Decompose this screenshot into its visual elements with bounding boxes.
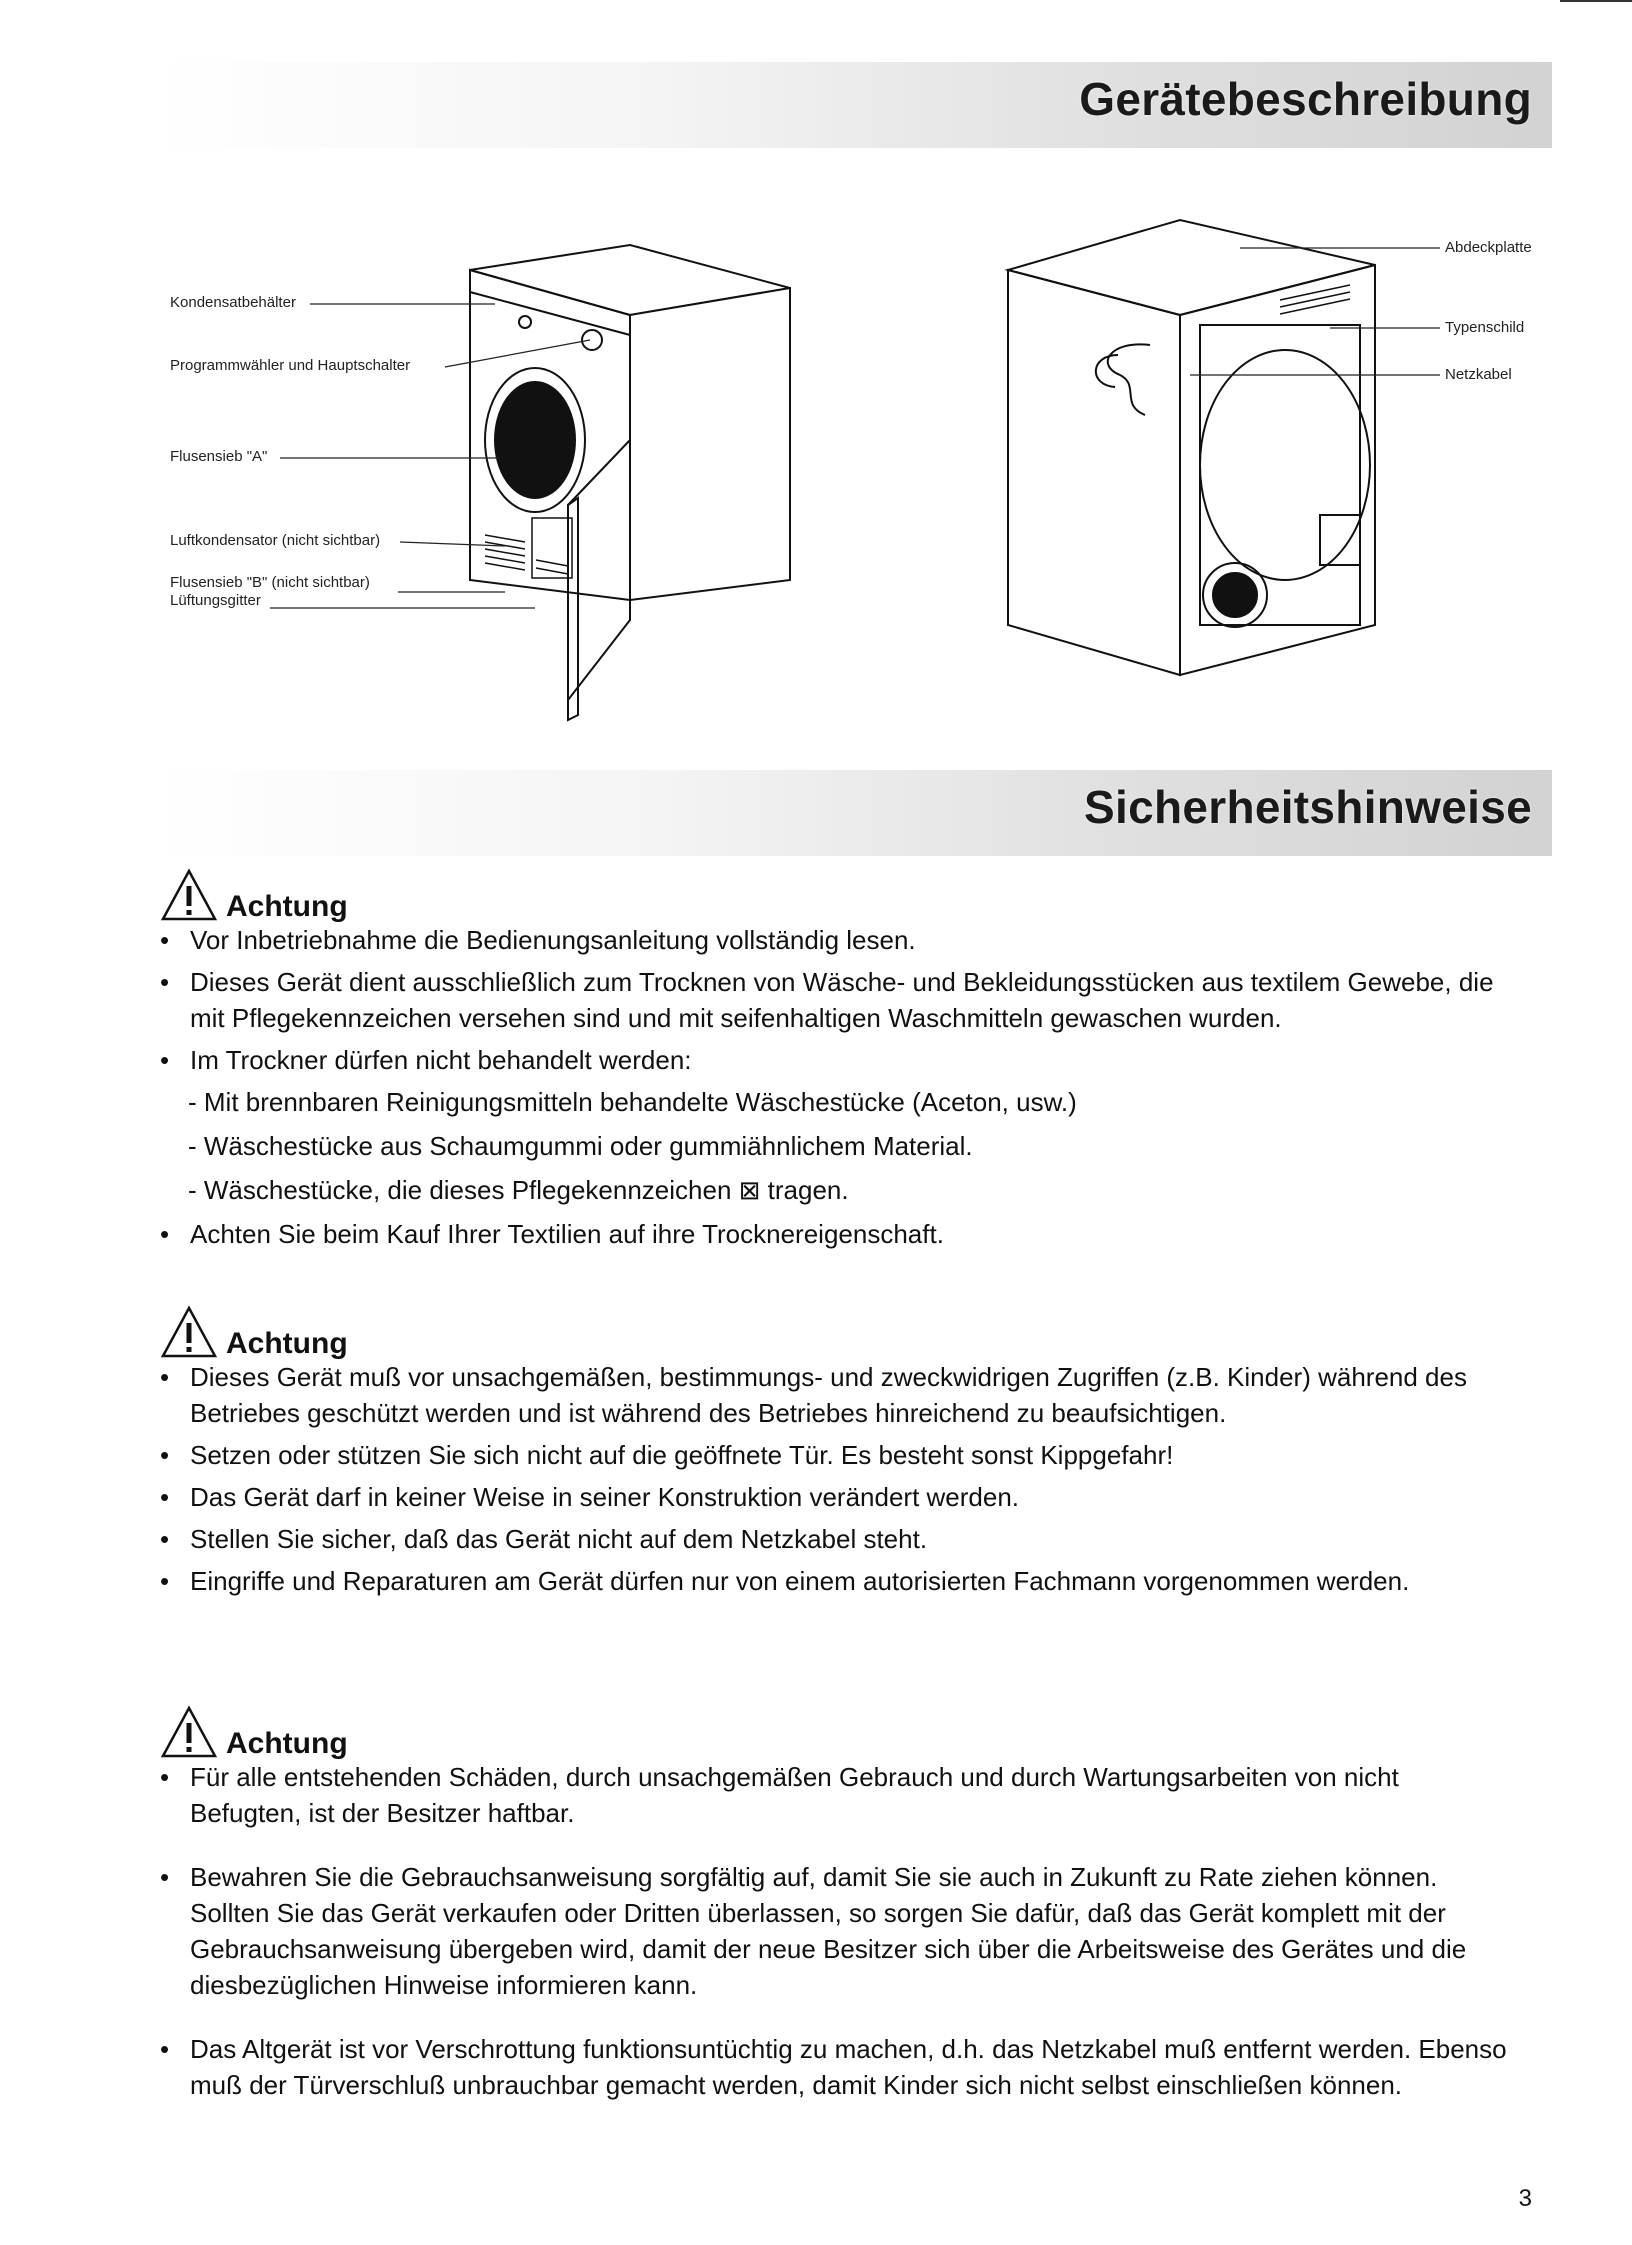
callout-program-selector: Programmwähler und Hauptschalter (170, 357, 411, 374)
list-item: • Dieses Gerät muß vor unsachgemäßen, bestimmungs- und zweckwidrigen Zugriffen (z.B. Kinder) während des Betriebes geschützt werden und ist während des Betriebes hinreichend zu beaufsichtigen. (160, 1362, 1467, 1428)
sub-item: - Mit brennbaren Reinigungsmitteln behandelte Wäschestücke (Aceton, usw.) (188, 1087, 1077, 1117)
callout-type-plate: Typenschild (1445, 319, 1525, 336)
warning-title: Achtung (226, 1327, 348, 1360)
section-banner-description (150, 62, 1552, 148)
callout-condensate-tank: Kondensatbehälter (170, 294, 296, 311)
sub-item: - Wäschestücke aus Schaumgummi oder gummiähnlichem Material. (188, 1131, 973, 1161)
warning-title: Achtung (226, 1727, 348, 1760)
warning-heading (160, 1297, 1510, 1359)
section-banner-safety (150, 770, 1552, 856)
list-item: • Im Trockner dürfen nicht behandelt werden: (160, 1045, 692, 1075)
list-item: • Das Altgerät ist vor Verschrottung funktionsuntüchtig zu machen, d.h. das Netzkabel muß entfernt werden. Ebenso muß der Türverschluß unbrauchbar gemacht werden, damit Kinder sich nicht selbst einschließen können. (160, 2034, 1507, 2100)
page-title: Gerätebeschreibung (1079, 73, 1532, 125)
list-item: • Eingriffe und Reparaturen am Gerät dürfen nur von einem autorisierten Fachmann vorgenommen werden. (160, 1566, 1410, 1596)
sub-item: - Wäschestücke, die dieses Pflegekennzeichen ⊠ tragen. (188, 1175, 849, 1205)
list-item: • Für alle entstehenden Schäden, durch unsachgemäßen Gebrauch und durch Wartungsarbeiten von nicht Befugten, ist der Besitzer haftbar. (160, 1762, 1399, 1828)
warning-triangle-icon (160, 1705, 218, 1759)
dryer-front-drawing (160, 240, 810, 750)
safety-title: Sicherheitshinweise (1084, 781, 1532, 833)
safety-block-2 (160, 1297, 1510, 1605)
callout-air-condenser: Luftkondensator (nicht sichtbar) (170, 532, 381, 549)
list-item: • Bewahren Sie die Gebrauchsanweisung sorgfältig auf, damit Sie sie auch in Zukunft zu Rate ziehen können. Sollten Sie das Gerät verkaufen oder Dritten überlassen, so sorgen Sie dafür, daß das Gerät komplett mit der Gebrauchsanweisung übergeben wird, damit der neue Besitzer sich über die Arbeitsweise des Gerätes und die diesbezüglichen Hinweise informieren kann. (160, 1862, 1467, 2000)
list-item: • Setzen oder stützen Sie sich nicht auf die geöffnete Tür. Es besteht sonst Kippgefahr! (160, 1440, 1174, 1470)
list-item: • Achten Sie beim Kauf Ihrer Textilien auf ihre Trocknereigenschaft. (160, 1219, 944, 1249)
callout-lint-filter-b: Flusensieb "B" (nicht sichtbar) (170, 574, 370, 591)
warning-heading (160, 860, 1510, 922)
safety-block-3 (160, 1697, 1510, 2109)
warning-triangle-icon (160, 1305, 218, 1359)
dryer-back-illustration (1000, 215, 1560, 695)
callout-vent-grill: Lüftungsgitter (170, 592, 261, 609)
callout-lint-filter-a: Flusensieb "A" (170, 448, 268, 465)
top-rule (1560, 0, 1632, 2)
list-item: • Stellen Sie sicher, daß das Gerät nicht auf dem Netzkabel steht. (160, 1524, 928, 1554)
callout-cover-plate: Abdeckplatte (1445, 239, 1532, 256)
dryer-back-drawing (1000, 215, 1560, 695)
list-item: • Vor Inbetriebnahme die Bedienungsanleitung vollständig lesen. (160, 925, 916, 955)
safety-block-1 (160, 860, 1510, 1258)
callout-power-cable: Netzkabel (1445, 366, 1512, 383)
warning-heading (160, 1697, 1510, 1759)
list-item: • Das Gerät darf in keiner Weise in seiner Konstruktion verändert werden. (160, 1482, 1020, 1512)
warning-title: Achtung (226, 890, 348, 923)
list-item: • Dieses Gerät dient ausschließlich zum Trocknen von Wäsche- und Bekleidungsstücken aus textilem Gewebe, die mit Pflegekennzeichen versehen sind und mit seifenhaltigen Waschmitteln gewaschen wurden. (160, 967, 1494, 1033)
warning-triangle-icon (160, 868, 218, 922)
page-number: 3 (1518, 2185, 1532, 2212)
dryer-front-illustration (160, 240, 810, 750)
